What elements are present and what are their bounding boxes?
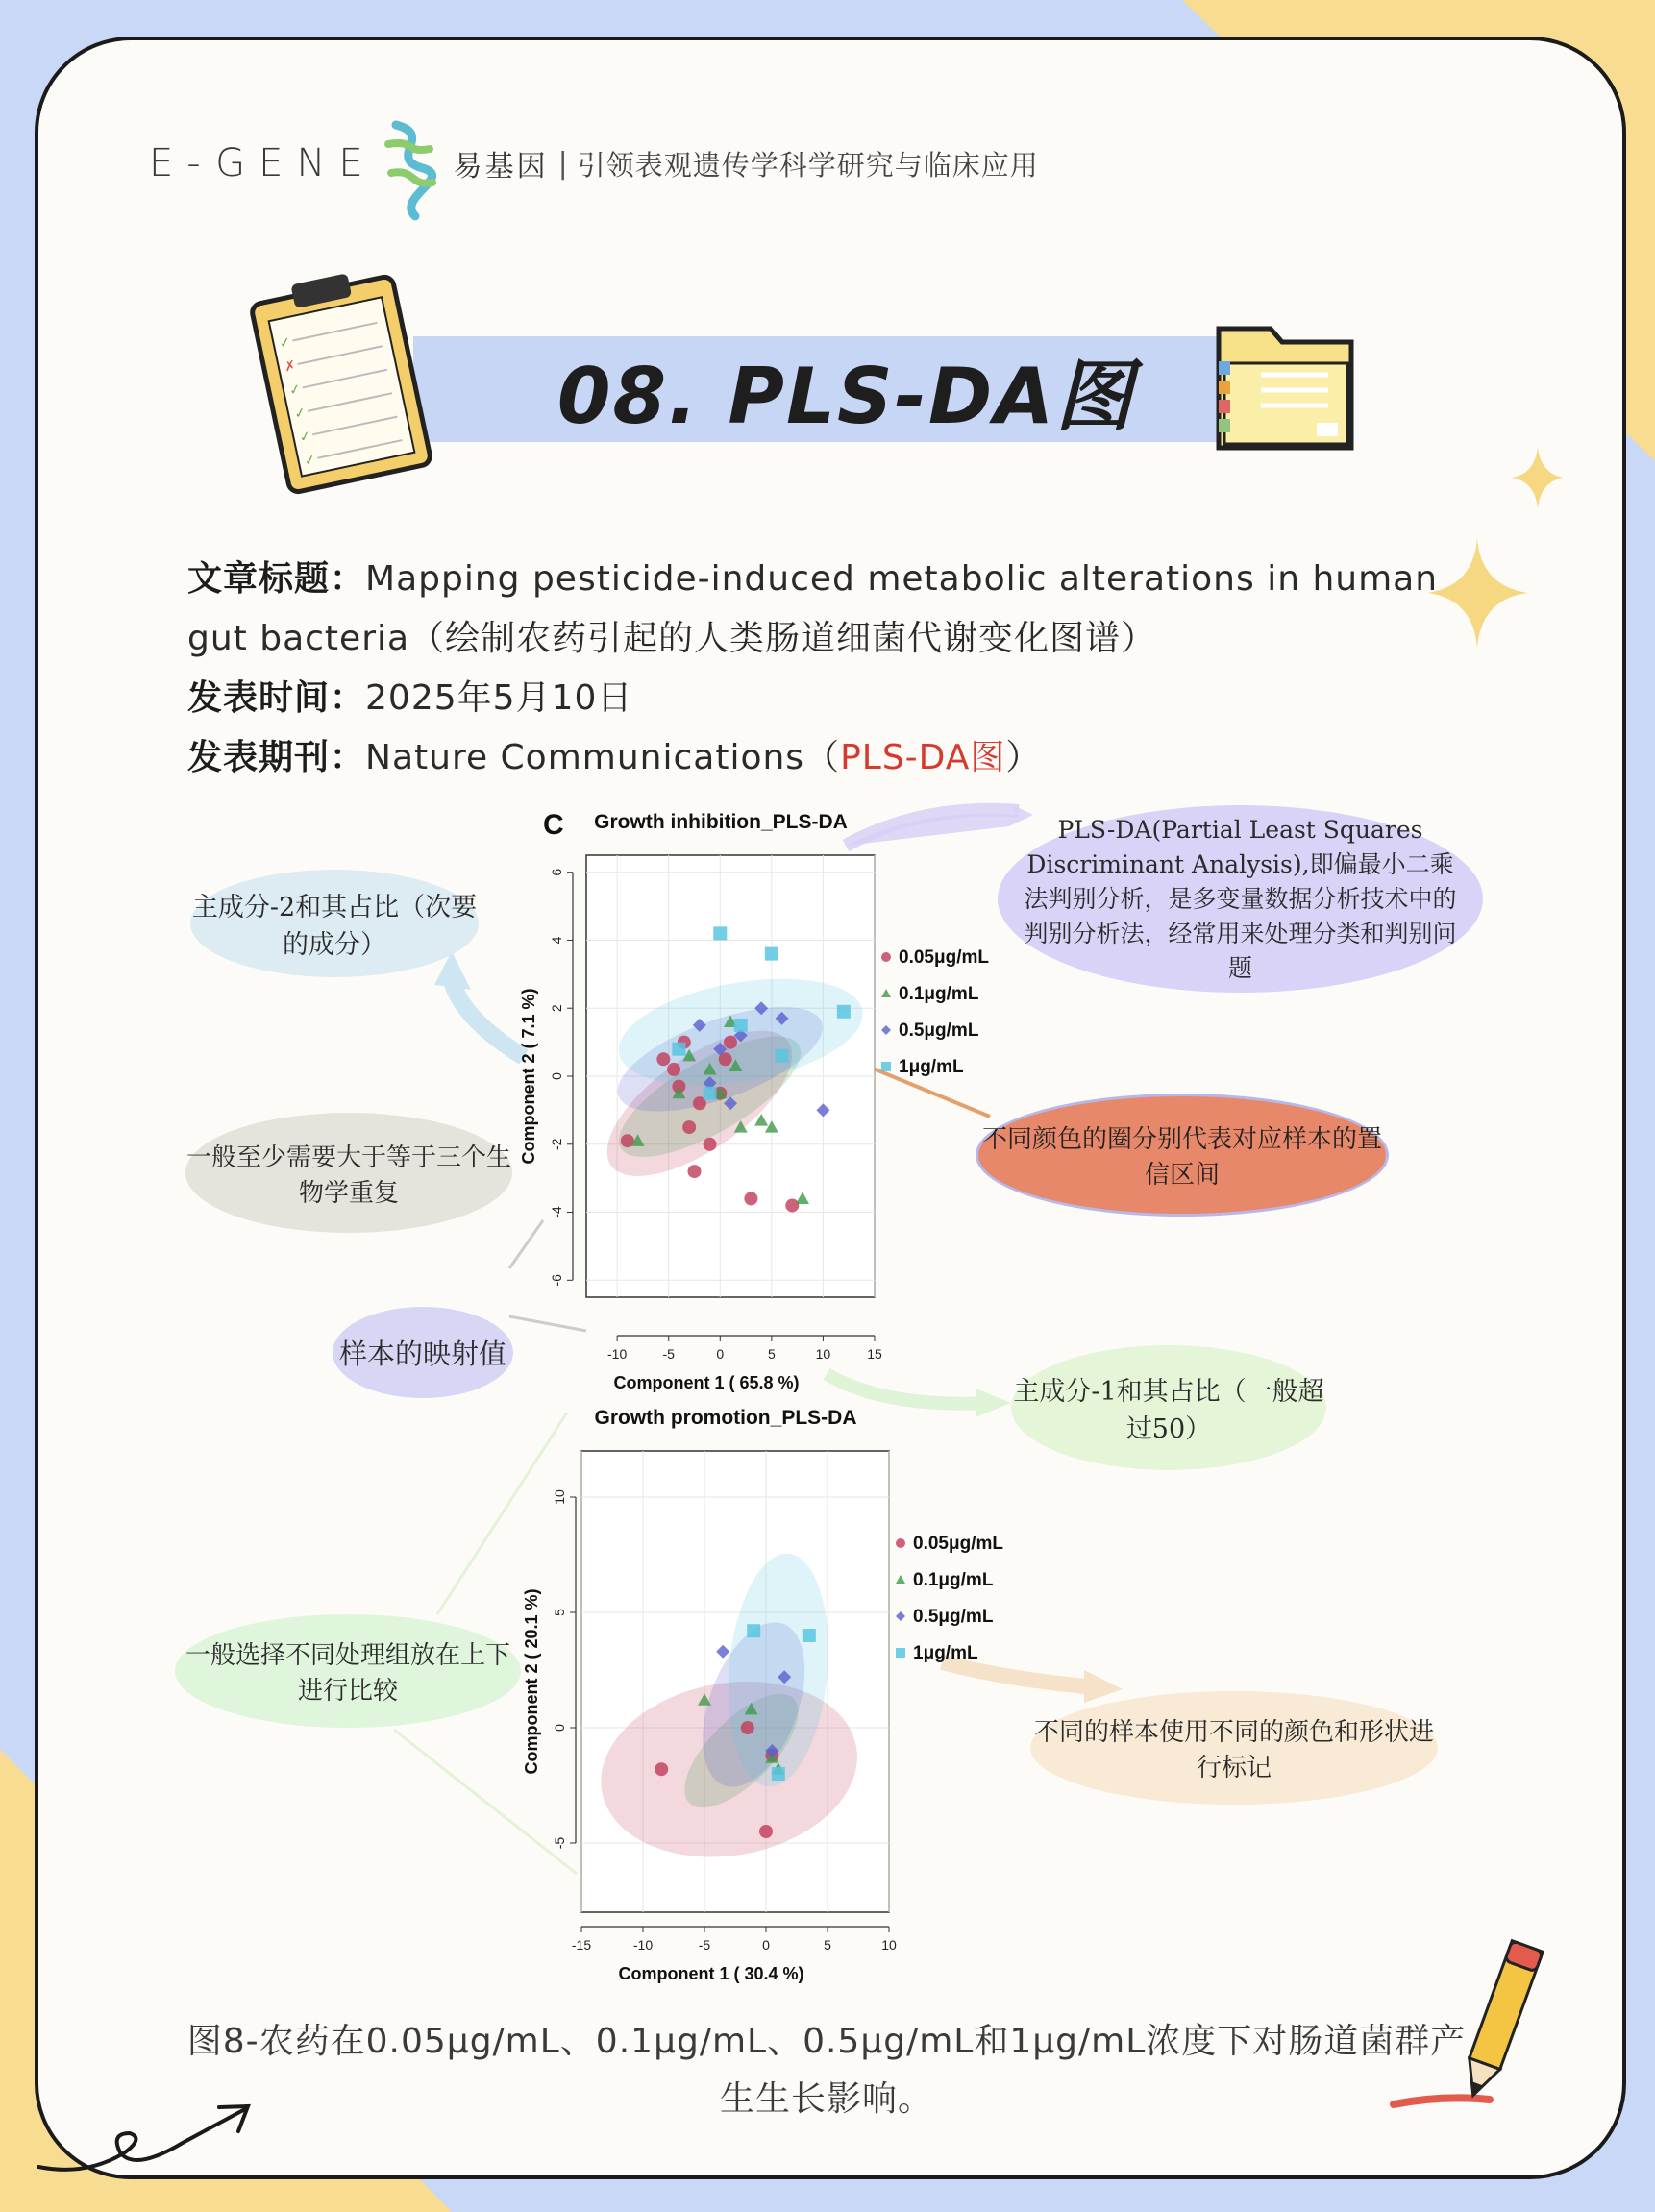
- x-tick-label: 10: [815, 1346, 831, 1362]
- brand-tagline: 引领表观遗传学科学研究与临床应用: [577, 148, 1039, 182]
- growth-promotion-chart: [519, 1393, 1019, 1983]
- data-point: [837, 1005, 851, 1019]
- projection-note-text: 样本的映射值: [338, 1338, 506, 1370]
- legend-label: 0.05μg/mL: [913, 1534, 1003, 1554]
- x-tick-label: 5: [824, 1937, 831, 1953]
- journal-highlight: PLS-DA图: [840, 738, 1006, 777]
- x-tick-label: 0: [716, 1346, 725, 1362]
- y-tick-label: 2: [549, 1004, 564, 1013]
- chart-title: Growth inhibition_PLS-DA: [594, 811, 848, 833]
- data-point: [741, 1721, 754, 1734]
- x-axis-label: Component 1 ( 30.4 %): [618, 1964, 804, 1983]
- comp1-note-text: 主成分-1和其占比（一般超过50）: [1013, 1377, 1324, 1444]
- data-point: [713, 926, 727, 940]
- svg-text:✓: ✓: [303, 451, 317, 469]
- svg-text:✓: ✓: [278, 333, 292, 352]
- svg-text:✓: ✓: [292, 404, 308, 422]
- y-axis-label: Component 2 ( 7.1 %): [519, 988, 538, 1165]
- svg-text:✓: ✓: [297, 427, 312, 446]
- data-point: [667, 1063, 680, 1076]
- comp2-note-text: 主成分-2和其占比（次要的成分）: [191, 893, 478, 960]
- data-point: [759, 1825, 773, 1838]
- article-date-label: 发表时间：: [187, 678, 366, 718]
- panel-letter: C: [543, 809, 564, 841]
- data-point: [655, 1762, 668, 1776]
- x-tick-label: 5: [767, 1346, 776, 1362]
- curly-arrow-icon: [29, 2095, 240, 2181]
- brand-name: 易基因: [453, 150, 549, 184]
- y-tick-label: 10: [552, 1489, 567, 1505]
- data-point: [896, 1575, 905, 1584]
- plsda-definition-text: PLS-DA(Partial Least Squares Discriminant Analysis),即偏最小二乘法判别分析，是多变量数据分析技术中的判别分析法，经常用来处理分类和判别问题: [1024, 815, 1457, 982]
- section-title: 08. PLS-DA图: [556, 351, 1135, 441]
- replicate-note-bubble: [185, 1113, 512, 1233]
- legend-label: 0.5μg/mL: [913, 1607, 994, 1627]
- data-point: [744, 1192, 757, 1205]
- legend-label: 0.1μg/mL: [899, 984, 979, 1004]
- y-tick-label: -6: [549, 1274, 564, 1287]
- data-point: [881, 1025, 891, 1035]
- x-tick-label: -10: [632, 1937, 654, 1953]
- x-axis-label: Component 1 ( 65.8 %): [613, 1373, 800, 1392]
- projection-note-bubble: [333, 1307, 513, 1398]
- data-point: [776, 1049, 789, 1063]
- article-title-label: 文章标题：: [187, 559, 366, 599]
- data-point: [672, 1043, 685, 1056]
- plsda-definition-bubble: [998, 805, 1483, 993]
- brand-separator: |: [557, 146, 568, 181]
- x-tick-label: -5: [662, 1346, 675, 1362]
- legend-label: 0.05μg/mL: [899, 947, 989, 968]
- y-tick-label: -4: [549, 1206, 564, 1218]
- pencil-icon: [1384, 1922, 1557, 2114]
- y-tick-label: -2: [549, 1138, 564, 1150]
- article-journal-label: 发表期刊：: [187, 738, 366, 777]
- article-date-value: 2025年5月10日: [365, 678, 633, 718]
- x-tick-label: 15: [867, 1346, 882, 1362]
- data-point: [896, 1648, 905, 1658]
- svg-text:✗: ✗: [283, 356, 298, 375]
- data-point: [656, 1052, 670, 1066]
- data-point: [765, 947, 778, 961]
- ellipse-note-text: 不同颜色的圈分别代表对应样本的置信区间: [981, 1125, 1382, 1190]
- journal-paren-open: （: [804, 738, 841, 777]
- figure-caption: 图8-农药在0.05μg/mL、0.1μg/mL、0.5μg/mL和1μg/mL浓度下对肠道菌群产生生长影响。: [186, 2022, 1467, 2119]
- data-point: [704, 1138, 717, 1151]
- x-tick-label: 0: [762, 1937, 770, 1953]
- data-point: [688, 1165, 702, 1178]
- article-title-value: Mapping pesticide-induced metabolic alterations in human gut bacteria（绘制农药引起的人类肠道细菌代谢变化图谱）: [187, 559, 1439, 658]
- data-point: [734, 1019, 748, 1032]
- brand-wordmark: E-GENE: [149, 141, 377, 185]
- data-point: [747, 1624, 760, 1637]
- compare-note-bubble: [175, 1614, 521, 1728]
- x-tick-label: -15: [571, 1937, 592, 1953]
- x-tick-label: -10: [607, 1346, 628, 1362]
- y-tick-label: 0: [552, 1724, 567, 1732]
- marker-note-bubble: [1030, 1691, 1438, 1805]
- data-point: [881, 1062, 891, 1071]
- y-tick-label: 4: [549, 936, 564, 945]
- x-tick-label: -5: [698, 1937, 711, 1953]
- svg-text:✓: ✓: [287, 381, 303, 399]
- legend-label: 1μg/mL: [899, 1057, 964, 1077]
- article-journal-value: Nature Communications: [365, 738, 805, 777]
- y-axis-label: Component 2 ( 20.1 %): [522, 1588, 541, 1775]
- data-point: [724, 1036, 737, 1049]
- data-point: [896, 1611, 905, 1621]
- chart-title: Growth promotion_PLS-DA: [594, 1407, 857, 1429]
- comp2-note-bubble: [190, 870, 479, 977]
- x-tick-label: 10: [881, 1937, 897, 1953]
- data-point: [785, 1198, 799, 1212]
- y-tick-label: 5: [552, 1609, 567, 1616]
- data-point: [896, 1538, 905, 1548]
- data-point: [682, 1120, 696, 1134]
- data-point: [704, 1087, 717, 1100]
- comp1-note-bubble: [1011, 1345, 1326, 1470]
- replicate-note-text: 一般至少需要大于等于三个生物学重复: [185, 1143, 511, 1208]
- data-point: [803, 1629, 816, 1642]
- legend-label: 0.5μg/mL: [899, 1020, 979, 1041]
- legend-label: 1μg/mL: [913, 1643, 978, 1663]
- journal-paren-close: ）: [1005, 738, 1042, 777]
- marker-note-text: 不同的样本使用不同的颜色和形状进行标记: [1033, 1718, 1434, 1782]
- ellipse-note-bubble: [976, 1094, 1389, 1217]
- compare-note-text: 一般选择不同处理组放在上下进行比较: [185, 1641, 510, 1706]
- growth-inhibition-chart: [519, 798, 1019, 1393]
- data-point: [772, 1767, 785, 1781]
- data-point: [881, 989, 891, 997]
- y-tick-label: 0: [549, 1072, 564, 1080]
- legend-label: 0.1μg/mL: [913, 1570, 994, 1590]
- data-point: [881, 952, 891, 962]
- y-tick-label: 6: [549, 868, 564, 876]
- y-tick-label: -5: [552, 1836, 567, 1850]
